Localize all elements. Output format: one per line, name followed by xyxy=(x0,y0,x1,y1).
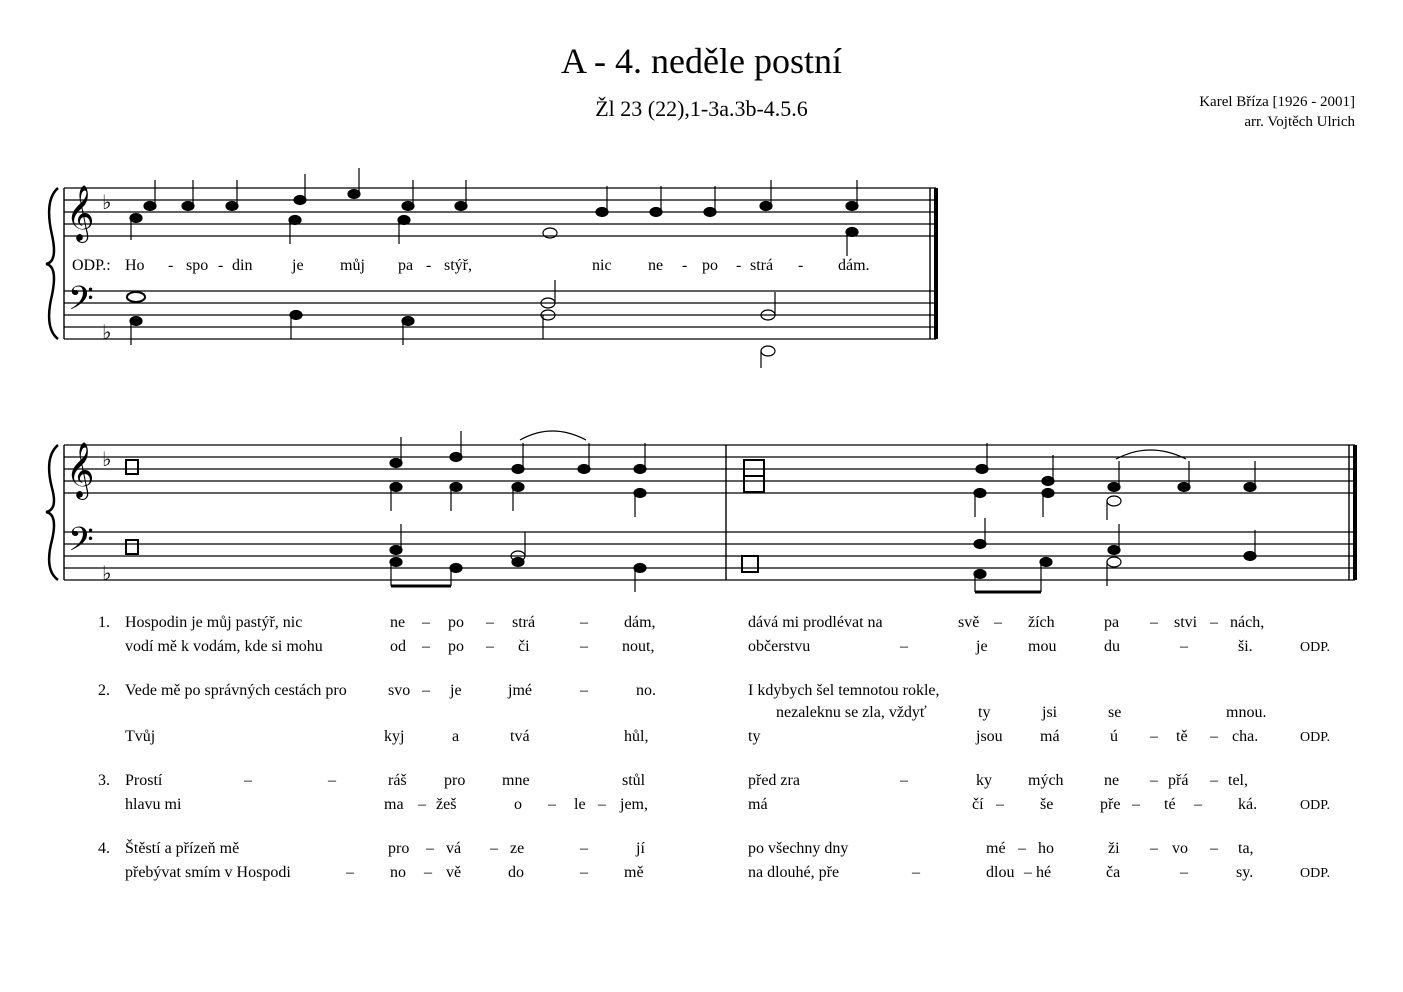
verse-text: hé xyxy=(1036,864,1052,881)
verse-text: – xyxy=(1194,796,1202,813)
verse-text: žeš xyxy=(436,796,457,813)
verse-text: mnou. xyxy=(1226,704,1267,721)
svg-text:♭: ♭ xyxy=(102,561,112,585)
svg-text:♭: ♭ xyxy=(102,320,112,344)
refrain-syllable: stýř, xyxy=(444,257,472,274)
verse-text: je xyxy=(976,638,988,655)
verse-text: Hospodin je můj pastýř, nic xyxy=(125,614,303,631)
verse-text: od xyxy=(390,638,406,655)
verse-text: ne xyxy=(390,614,406,631)
refrain-syllable: - xyxy=(736,257,742,274)
verse-text: no. xyxy=(636,682,656,699)
verse-text: hlavu mi xyxy=(125,796,182,813)
verse-text: dlou xyxy=(986,864,1015,881)
verse-text: pro xyxy=(388,840,410,857)
refrain-syllable: můj xyxy=(340,257,365,274)
verse-text: – xyxy=(912,864,920,881)
verse-text: – xyxy=(346,864,354,881)
verse-text: – xyxy=(1210,840,1218,857)
clefs-and-keys xyxy=(66,185,111,585)
verse-text: – xyxy=(422,638,430,655)
verse-text: – xyxy=(580,638,588,655)
svg-text:𝄞: 𝄞 xyxy=(66,185,95,241)
verse-text: – xyxy=(1210,772,1218,789)
verse-text: no xyxy=(390,864,406,881)
verse-text: čí xyxy=(972,796,984,813)
verse-text: – xyxy=(1024,864,1032,881)
response-marker: ODP. xyxy=(1300,798,1330,813)
verse-text: do xyxy=(508,864,524,881)
verse-text: dává mi prodlévat na xyxy=(748,614,883,631)
verse-text: tel, xyxy=(1228,772,1248,789)
response-marker: ODP. xyxy=(1300,866,1330,881)
refrain-syllable: - xyxy=(218,257,224,274)
verse-text: ty xyxy=(748,728,761,745)
verse-text: nách, xyxy=(1230,614,1265,631)
refrain-syllable: - xyxy=(168,257,174,274)
composer-name: Karel Bříza [1926 - 2001] xyxy=(1199,94,1355,110)
refrain-syllable: - xyxy=(426,257,432,274)
verse-text: – xyxy=(426,840,434,857)
verse-text: stvi xyxy=(1174,614,1198,631)
verse-text: nout, xyxy=(622,638,655,655)
svg-text:𝄞: 𝄞 xyxy=(66,442,95,498)
svg-text:𝄢: 𝄢 xyxy=(68,521,94,567)
refrain-syllable: din xyxy=(232,257,253,274)
verse-text: ča xyxy=(1106,864,1121,881)
verse-text: mě xyxy=(624,864,644,881)
verse-number: 2. xyxy=(98,682,110,699)
verse-text: – xyxy=(580,864,588,881)
verse-text: přebývat smím v Hospodi xyxy=(125,864,291,881)
svg-text:♭: ♭ xyxy=(102,190,112,214)
verse-text: má xyxy=(748,796,768,813)
verse-text: – xyxy=(548,796,556,813)
verse-text: – xyxy=(1210,728,1218,745)
verse-text: svě xyxy=(958,614,980,631)
verse-text: hůl, xyxy=(624,728,649,745)
refrain-syllable: po xyxy=(702,257,718,274)
verse-text: – xyxy=(328,772,336,789)
verse-text: Prostí xyxy=(125,772,163,789)
verse-text: Štěstí a přízeň mě xyxy=(125,840,240,857)
verse-text: – xyxy=(490,840,498,857)
verse-text: – xyxy=(900,638,908,655)
verse-text: – xyxy=(900,772,908,789)
system-braces xyxy=(46,188,58,580)
verse-text: na dlouhé, pře xyxy=(748,864,840,881)
verse-text: mne xyxy=(502,772,530,789)
verse-text: Tvůj xyxy=(125,728,156,745)
verse-text: – xyxy=(580,682,588,699)
verse-text: mou xyxy=(1028,638,1057,655)
refrain-syllable: ne xyxy=(648,257,664,274)
verse-text: I kdybych šel temnotou rokle, xyxy=(748,682,940,699)
verse-text: ši. xyxy=(1238,638,1253,655)
psalm-reference: Žl 23 (22),1-3a.3b-4.5.6 xyxy=(595,96,808,121)
svg-text:𝄢: 𝄢 xyxy=(68,280,94,326)
verse-text: ta, xyxy=(1238,840,1254,857)
verse-text: – xyxy=(1150,840,1158,857)
verse-text: po xyxy=(448,614,464,631)
verse-text: pro xyxy=(444,772,466,789)
verse-text: jsi xyxy=(1042,704,1058,721)
verse-text: – xyxy=(580,614,588,631)
verse-text: o xyxy=(514,796,522,813)
verse-text: – xyxy=(1150,728,1158,745)
verse-text: pa xyxy=(1104,614,1120,631)
verse-text: – xyxy=(418,796,426,813)
verse-text: či xyxy=(518,638,530,655)
refrain-syllable: - xyxy=(682,257,688,274)
verse-text: – xyxy=(1210,614,1218,631)
verse-text: je xyxy=(450,682,462,699)
verse-text: mé xyxy=(986,840,1006,857)
verse-text: svo xyxy=(388,682,411,699)
verse-text: vo xyxy=(1172,840,1188,857)
verse-text: jem, xyxy=(620,796,648,813)
refrain-syllable: pa xyxy=(398,257,414,274)
verse-text: Vede mě po správných cestách pro xyxy=(125,682,347,699)
verse-text: – xyxy=(598,796,606,813)
verse-text: – xyxy=(996,796,1004,813)
verse-text: cha. xyxy=(1232,728,1259,745)
verse-number: 4. xyxy=(98,840,110,857)
verse-text: – xyxy=(580,840,588,857)
verse-text: ty xyxy=(978,704,991,721)
verse-text: se xyxy=(1108,704,1122,721)
verse-text: jsou xyxy=(976,728,1003,745)
verse-text: má xyxy=(1040,728,1060,745)
verse-text: le xyxy=(574,796,586,813)
verse-text: ma xyxy=(384,796,404,813)
verse-text: žích xyxy=(1028,614,1055,631)
verse-text: vě xyxy=(446,864,462,881)
verse-text: du xyxy=(1104,638,1120,655)
refrain-label: ODP.: xyxy=(72,257,111,274)
verse-text: – xyxy=(1132,796,1140,813)
page-title: A - 4. neděle postní xyxy=(561,41,842,81)
verse-text: ky xyxy=(976,772,992,789)
refrain-syllable: spo xyxy=(186,257,209,274)
verse-number: 1. xyxy=(98,614,110,631)
response-marker: ODP. xyxy=(1300,730,1330,745)
refrain-syllable: dám. xyxy=(838,257,870,274)
verse-text: a xyxy=(452,728,460,745)
verse-text: – xyxy=(424,864,432,881)
verse-text: přá xyxy=(1168,772,1189,789)
verse-text: ze xyxy=(510,840,525,857)
verse-text: – xyxy=(422,682,430,699)
verse-text: ú xyxy=(1110,728,1118,745)
arranger-name: arr. Vojtěch Ulrich xyxy=(1244,114,1355,130)
verse-text: mých xyxy=(1028,772,1064,789)
staff-lines xyxy=(64,188,1355,580)
verse-text: – xyxy=(422,614,430,631)
response-marker: ODP. xyxy=(1300,640,1330,655)
verse-text: kyj xyxy=(384,728,405,745)
verse-text: sy. xyxy=(1236,864,1254,881)
verse-text: – xyxy=(1180,864,1188,881)
verse-text: tě xyxy=(1176,728,1188,745)
verse-text: ráš xyxy=(388,772,407,789)
verse-text: ká. xyxy=(1238,796,1258,813)
verse-text: – xyxy=(1150,772,1158,789)
verse-text: jí xyxy=(636,840,645,857)
svg-text:♭: ♭ xyxy=(102,447,112,471)
verse-text: ho xyxy=(1038,840,1054,857)
refrain-syllable: Ho xyxy=(125,257,145,274)
verse-text: – xyxy=(1180,638,1188,655)
verse-text: před zra xyxy=(748,772,800,789)
verse-text: stůl xyxy=(622,772,646,789)
refrain-syllable: je xyxy=(292,257,304,274)
verse-text: – xyxy=(994,614,1002,631)
verse-text: – xyxy=(486,614,494,631)
refrain-syllable: nic xyxy=(592,257,612,274)
verse-text: – xyxy=(244,772,252,789)
verse-text: vá xyxy=(446,840,462,857)
barlines xyxy=(64,188,1355,580)
verse-text: – xyxy=(1018,840,1026,857)
verse-text: – xyxy=(1150,614,1158,631)
refrain-syllable: - xyxy=(798,257,804,274)
verse-text: ži xyxy=(1108,840,1120,857)
verse-number: 3. xyxy=(98,772,110,789)
verse-text: po xyxy=(448,638,464,655)
verse-text: pře xyxy=(1100,796,1121,813)
verse-text: ne xyxy=(1104,772,1120,789)
verse-text: vodí mě k vodám, kde si mohu xyxy=(125,638,323,655)
verse-text: občerstvu xyxy=(748,638,811,655)
verse-text: tvá xyxy=(510,728,530,745)
verse-text: – xyxy=(486,638,494,655)
refrain-syllable: strá xyxy=(750,257,774,274)
verse-text: strá xyxy=(512,614,536,631)
verse-text: po všechny dny xyxy=(748,840,849,857)
verse-text: še xyxy=(1040,796,1054,813)
verse-text: jmé xyxy=(508,682,532,699)
verse-text: té xyxy=(1164,796,1176,813)
verse-text: nezaleknu se zla, vždyť xyxy=(776,704,927,721)
verse-text: dám, xyxy=(624,614,656,631)
